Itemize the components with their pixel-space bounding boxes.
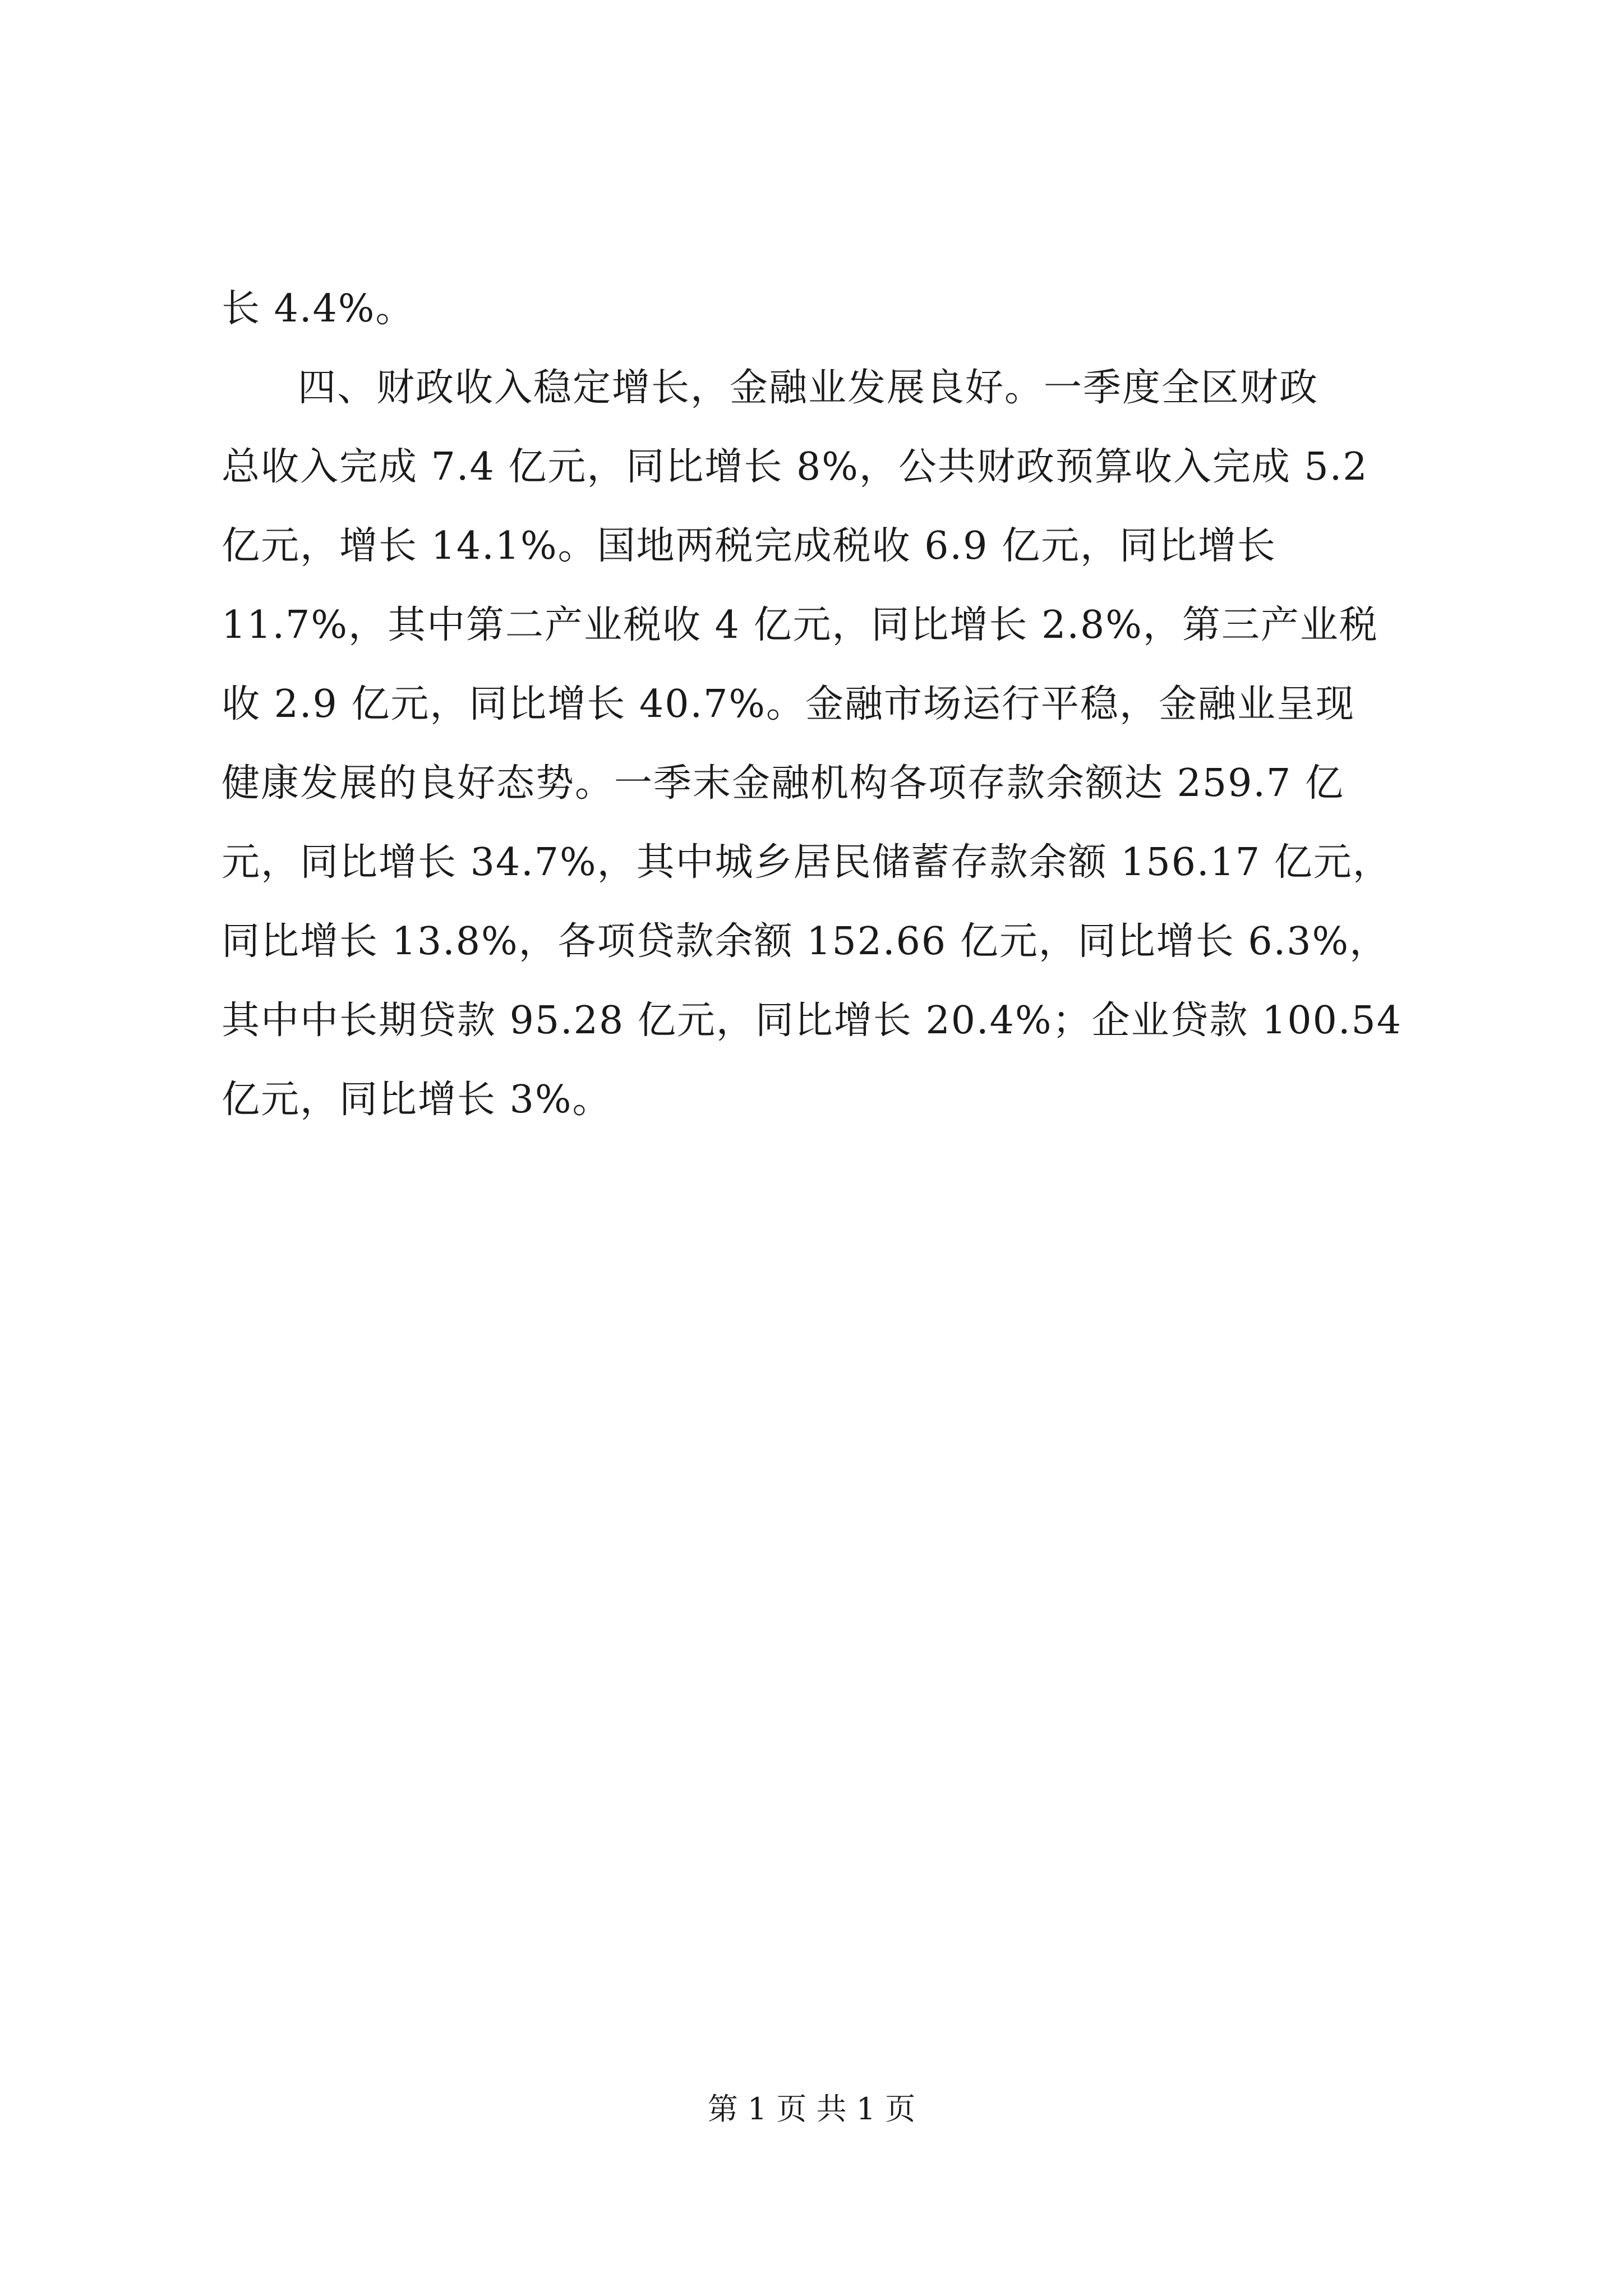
text-line: 亿元，同比增长 3%。: [222, 1078, 612, 1122]
body-text: [222, 269, 1438, 1139]
text-line: 收 2.9 亿元，同比增长 40.7%。金融市场运行平稳，金融业呈现: [222, 682, 1355, 726]
paragraph-first-line: 四、财政收入稳定增长，金融业发展良好。一季度全区财政: [298, 366, 1319, 410]
text-line: 其中中长期贷款 95.28 亿元，同比增长 20.4%；企业贷款 100.54: [222, 999, 1403, 1043]
text-line: 11.7%，其中第二产业税收 4 亿元，同比增长 2.8%，第三产业税: [222, 603, 1378, 647]
text-line: 元，同比增长 34.7%，其中城乡居民储蓄存款余额 156.17 亿元，: [222, 840, 1392, 885]
text-line: 总收入完成 7.4 亿元，同比增长 8%，公共财政预算收入完成 5.2: [222, 445, 1368, 489]
text-line: 亿元，增长 14.1%。国地两税完成税收 6.9 亿元，同比增长: [222, 524, 1277, 568]
text-line: 同比增长 13.8%，各项贷款余额 152.66 亿元，同比增长 6.3%，: [222, 919, 1389, 964]
text-line: 健康发展的良好态势。一季末金融机构各项存款余额达 259.7 亿: [222, 761, 1344, 806]
text-line: 长 4.4%。: [222, 287, 415, 331]
page-footer: 第 1 页 共 1 页: [707, 2091, 916, 2127]
